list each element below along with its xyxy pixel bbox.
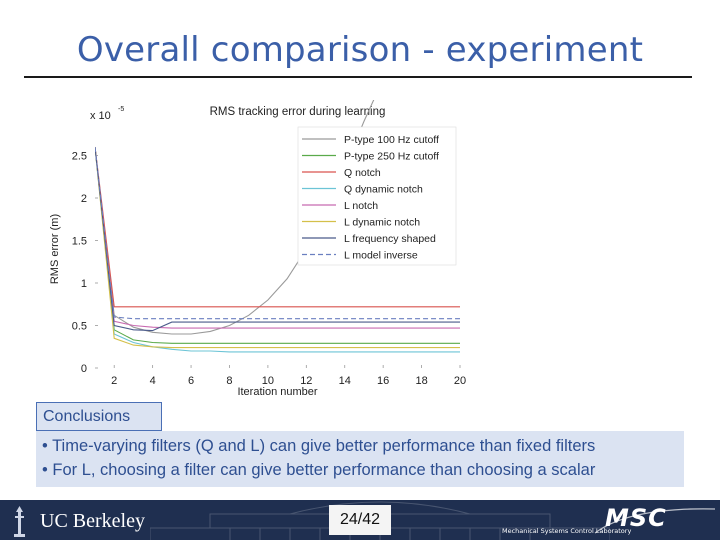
- y-tick-label: 2.5: [71, 150, 87, 163]
- x-tick-label: 12: [300, 375, 313, 387]
- y-tick-label: 2: [80, 193, 87, 205]
- msc-logo-text: MSC: [605, 504, 667, 532]
- y-tick-label: 1.5: [71, 235, 87, 248]
- legend-label: Q dynamic notch: [344, 183, 423, 196]
- legend-label: L dynamic notch: [344, 216, 421, 229]
- y-scale-exponent: -5: [118, 106, 125, 113]
- legend-label: P-type 100 Hz cutoff: [344, 134, 439, 146]
- x-tick-label: 8: [226, 375, 233, 387]
- msc-lab-name: Mechanical Systems Control Laboratory: [502, 527, 632, 535]
- title-divider: [24, 76, 692, 78]
- conclusions-label: Conclusions: [43, 408, 131, 425]
- rms-error-chart: [40, 95, 480, 400]
- x-tick-label: 14: [338, 375, 351, 387]
- legend-label: P-type 250 Hz cutoff: [344, 150, 439, 163]
- legend-label: L notch: [344, 200, 379, 212]
- page-number-box: [329, 505, 391, 535]
- x-tick-label: 20: [453, 375, 467, 387]
- chart-title: RMS tracking error during learning: [209, 106, 386, 118]
- page-number: 24/42: [339, 511, 381, 528]
- y-tick-label: 0: [80, 363, 87, 375]
- legend-label: Q notch: [344, 167, 381, 179]
- conclusion-bullet-1: • Time-varying filters (Q and L) can give better performance than fixed filters: [42, 437, 596, 455]
- x-tick-label: 6: [187, 375, 195, 387]
- slide-title: Overall comparison - experiment: [76, 30, 644, 70]
- legend-label: L model inverse: [344, 249, 418, 262]
- y-scale-factor: x 10: [90, 110, 111, 122]
- x-tick-label: 18: [415, 375, 428, 387]
- y-tick-label: 1: [80, 278, 87, 290]
- legend-label: L frequency shaped: [344, 233, 436, 245]
- conclusions-header: [36, 402, 162, 431]
- x-tick-label: 4: [149, 375, 156, 387]
- x-tick-label: 10: [261, 375, 275, 387]
- conclusions-body: [36, 431, 684, 487]
- conclusion-bullet-2: • For L, choosing a filter can give better performance than choosing a scalar: [42, 461, 596, 479]
- y-tick-label: 0.5: [71, 320, 87, 333]
- x-tick-label: 2: [111, 375, 118, 387]
- y-axis-label: RMS error (m): [49, 213, 61, 285]
- x-tick-label: 16: [377, 375, 390, 387]
- x-axis-label: Iteration number: [237, 386, 318, 398]
- uc-berkeley-text: UC Berkeley: [40, 510, 145, 532]
